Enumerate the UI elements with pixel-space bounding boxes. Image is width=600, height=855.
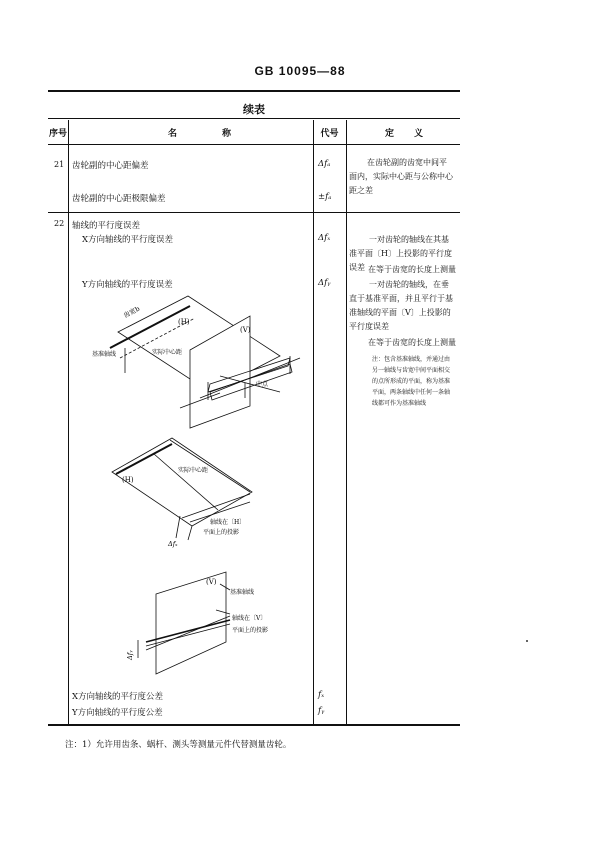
col-header-no: 序号 [48,129,67,139]
row-21-name: 齿轮副的中心距偏差 [72,161,149,171]
footnote: 注：1）允许用齿条、蜗杆、测头等测量元件代替测量齿轮。 [65,740,292,750]
fig3-proj-label-1: 轴线在〔V〕 [232,615,267,622]
row-22-x-tol-name: X方向轴线的平行度公差 [72,692,164,702]
fig3-deviation-label: Δfᵧ [126,650,134,660]
row-22-x-code: Δfₓ [318,233,331,243]
base-axis-line-3 [146,620,230,642]
row-21-limit-name: 齿轮副的中心距极限偏差 [72,194,166,204]
row-22-number: 22 [54,219,65,228]
col-header-def-right: 义 [414,129,424,139]
axis-diagram-h-plane [100,430,290,550]
axis-diagram-isometric [70,288,315,433]
row-21-definition: 在齿轮副的齿宽中间平面内，实际中心距与公称中心距之差 [349,158,453,195]
standard-number: GB 10095—88 [254,64,346,78]
fig1-base-axis-label: 基准轴线 [92,351,117,358]
row-22-x-definition: 一对齿轮的轴线在其基准平面〔H〕上投影的平行度误差 [349,235,452,272]
axis-diagram-v-plane [118,570,308,678]
table-header-rule [48,144,460,145]
fig2-proj-label-2: 平面上的投影 [203,529,240,536]
continuation-label: 续表 [243,103,265,116]
row-22-title: 轴线的平行度误差 [72,221,141,231]
row-22-y-measure: 在等于齿宽的长度上测量 [368,338,456,347]
row-22-x-name: X方向轴线的平行度误差 [82,235,174,245]
row-divider [48,212,460,213]
row-22-y-definition: 一对齿轮的轴线，在垂直于基准平面，并且平行于基准轴线的平面〔V〕上投影的平行度误差 [349,280,453,331]
fig2-center-dist-label: 实际中心距 [178,467,209,474]
col-header-code: 代号 [320,129,339,139]
fig2-plane-h-label: (H) [122,476,134,484]
fig3-base-axis-label: 基准轴线 [230,589,255,596]
col-header-name-left: 名 [168,129,178,139]
row-21-limit-code: ±fₐ [318,192,332,202]
scan-speck [526,640,528,642]
fig1-width-label: 齿宽b [122,304,142,320]
fig2-proj-label-1: 轴线在〔H〕 [210,519,246,526]
fig2-deviation-label: Δfₓ [168,540,178,548]
col-divider-no [68,120,69,726]
fig1-plane-h-label: (H) [178,318,190,326]
base-axis-line-2 [116,444,172,474]
row-22-x-tol-code: fₓ [318,690,325,700]
fig3-proj-label-2: 平面上的投影 [232,627,269,634]
row-22-y-tol-name: Y方向轴线的平行度公差 [72,708,163,718]
table-bottom-rule [48,724,460,726]
col-header-def-left: 定 [385,129,395,139]
fig1-center-dist-label: 实际中心距 [152,349,183,356]
row-22-y-tol-code: fᵧ [318,706,325,716]
row-22-y-name: Y方向轴线的平行度误差 [82,280,173,290]
row-22-note: 注：包含基准轴线，并通过由另一轴线与齿宽中间平面相交的点所形成的平面，称为基准平面，两条轴线中任何一条轴线都可作为基准轴线 [372,356,451,407]
fig1-mid-label: 中点 [256,381,269,388]
row-21-number: 21 [54,160,65,169]
row-21-code: Δfₐ [318,159,331,169]
fig3-plane-v-label: (V) [206,578,217,586]
header-rule [48,90,460,92]
row-22-y-code: Δfᵧ [318,278,331,288]
row-22-x-measure: 在等于齿宽的长度上测量 [368,265,456,274]
col-header-name-right: 称 [222,129,232,139]
col-divider-code [346,120,347,726]
fig1-plane-v-label: (V) [240,326,251,334]
table-top-rule [48,118,460,119]
